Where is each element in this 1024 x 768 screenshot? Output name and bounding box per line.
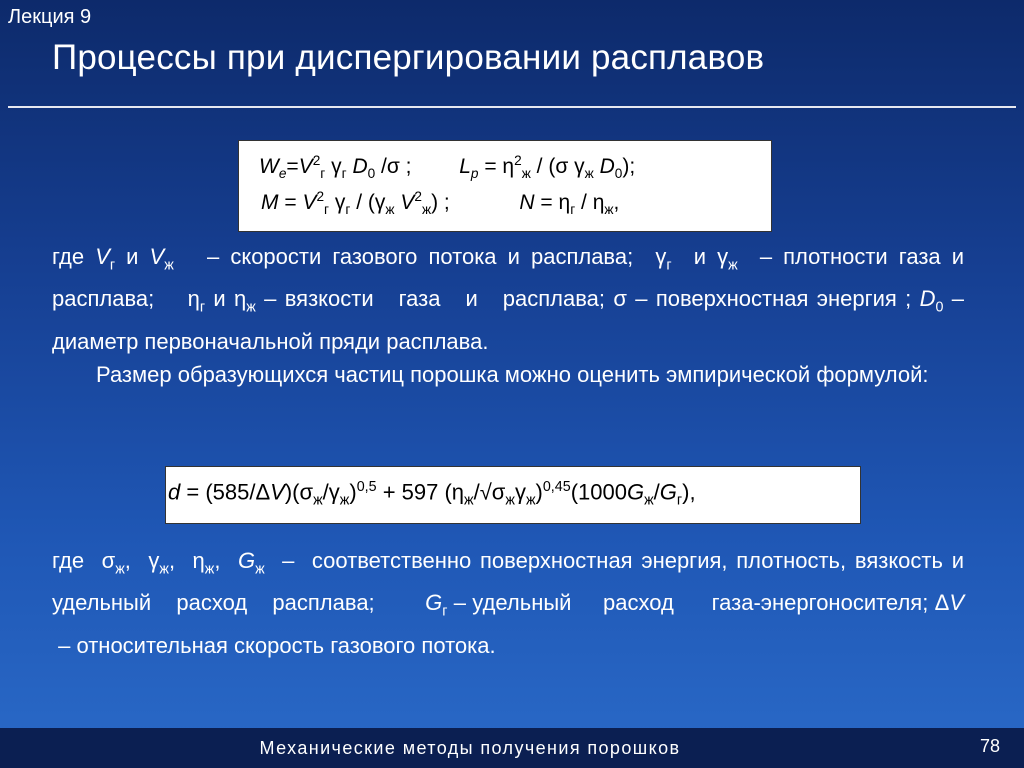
- formula-box-particle-size: [165, 466, 861, 524]
- slide-title: Процессы при диспергировании расплавов: [52, 38, 765, 77]
- paragraph-definitions-2: где $\sigma_ж$, $\gamma_ж$, $\eta_ж$, $G_ж$ – соответственно поверхностная энергия, плотность, вязкость и удельный расход расплава; $G_г$ – удельный расход газа-энергоносителя; ΔV – относительная скорость газового потока.: [52, 548, 964, 658]
- formula-line-2: $M = V^2_г$ $\gamma_г / (\gamma_ж$ $V^2_ж$) ; $N = \eta_г / \eta_ж$,: [261, 189, 620, 218]
- page-number: 78: [979, 736, 1000, 756]
- title-divider: [8, 106, 1016, 108]
- paragraph-definitions-1: где $V_г$ и $V_ж$ – скорости газового потока и расплава; $\gamma_г$ и $\gamma_ж$ – плотности газа и расплава; $\eta_г$ и $\eta_ж$ – вязкости газа и расплава; σ – поверхностная энергия ; $D_0$ – диаметр первоначальной пряди расплава. Размер образующихся частиц порошка можно оценить эмпирической формулой:: [52, 244, 964, 387]
- formula-box-dimensionless: [238, 140, 772, 232]
- formula-line-1: $W_e=V^2_г$ $\gamma_г$ $D_0$ /σ ; $L_p = \eta^2_ж / (\sigma$ $\gamma_ж$ $D_0$);: [259, 153, 636, 182]
- footer-course-title: Механические методы получения порошков: [259, 738, 681, 758]
- lecture-label: Лекция 9: [8, 6, 92, 28]
- formula-particle-size: $d = (585/\Delta V)(\sigma_ж/\gamma_ж)^{0,5} + 597$ $(\eta_ж/√\sigma_ж\gamma_ж)^{0,45}(1000G_ж/G_г)$,: [168, 479, 696, 509]
